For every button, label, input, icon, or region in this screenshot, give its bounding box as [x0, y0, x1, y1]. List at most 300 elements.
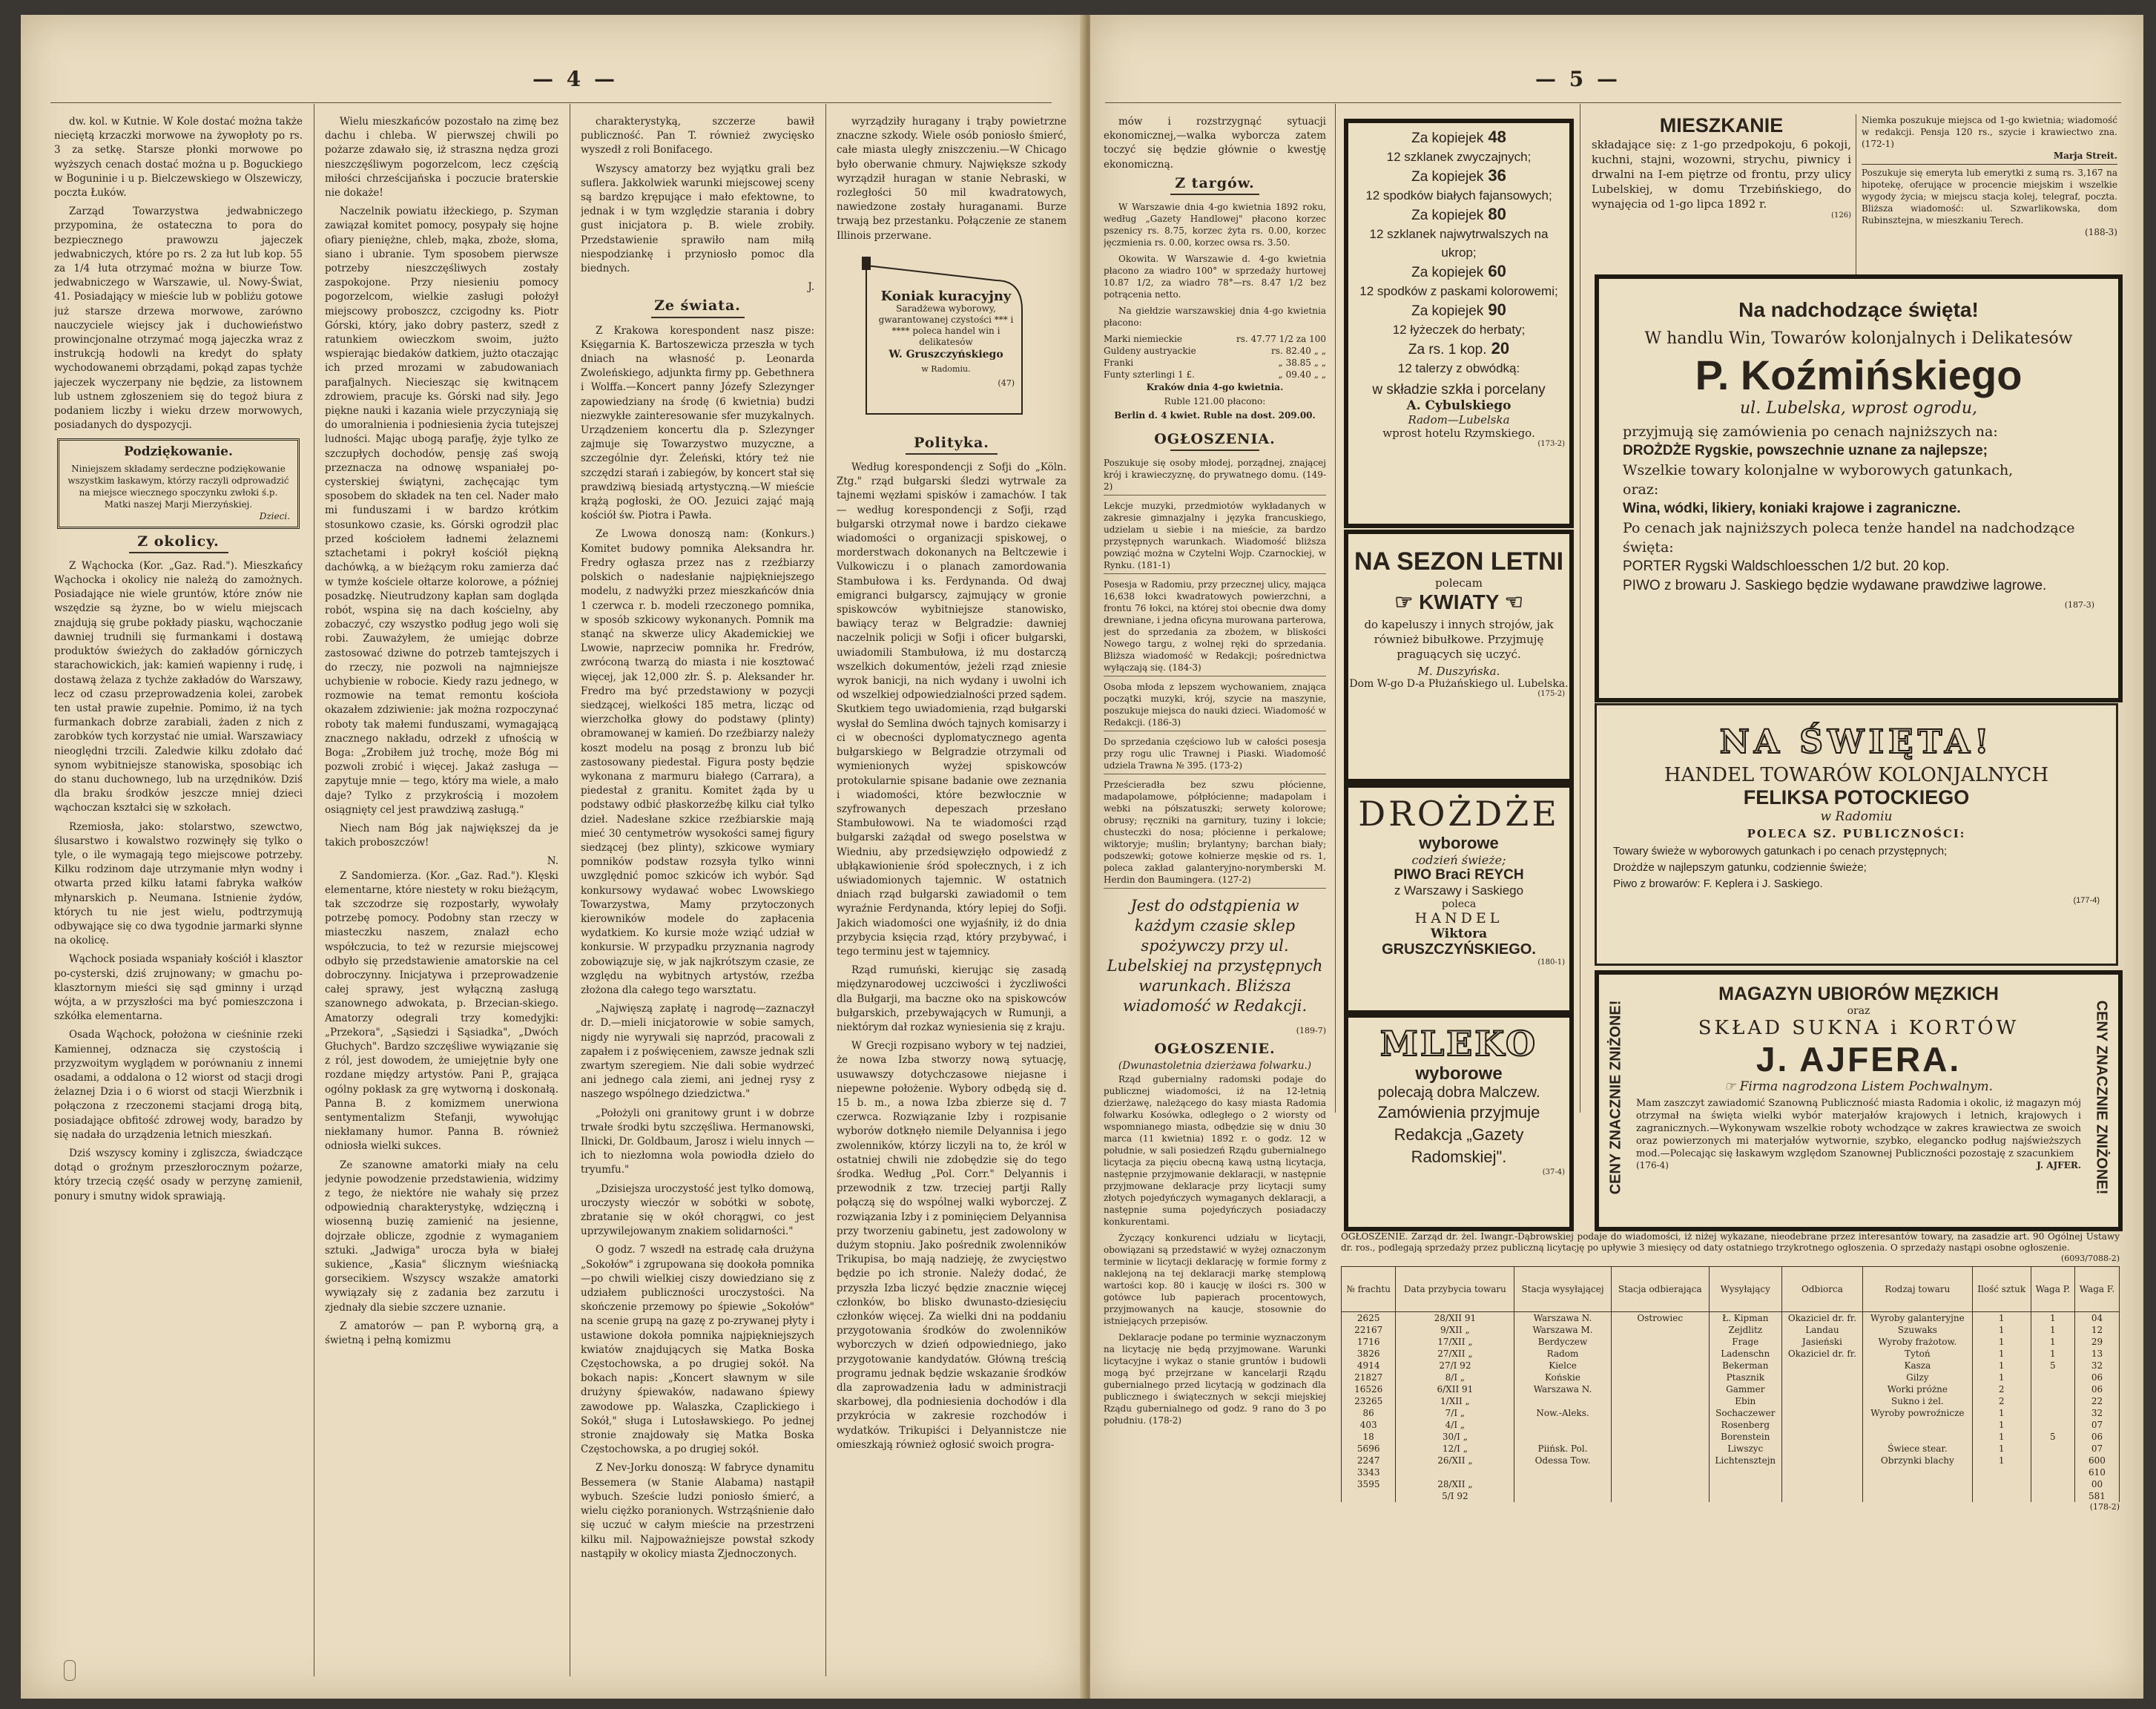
- table-cell: Sukno i żel.: [1863, 1395, 1972, 1407]
- table-cell: [1972, 1466, 2031, 1478]
- table-cell: 07: [2074, 1443, 2119, 1455]
- article-paragraph: Z Krakowa korespondent nasz pisze: Księgarnia K. Bartoszewicza przeszła w tych dniach na własność p. Leonarda Zwoleńskiego, adjunkta firmy pp. Gebethnera i Wolffa.—Koncert panny Józefy Szlezynger zapowiedziany na środę (6 kwietnia) budzi niezwykłe zainteresowanie sfer muzykalnych. Urządzeniem koncertu dla p. Szlezynger zajmuje się Towarzystwo muzyczne, a szczególnie dyr. Żeleński, który też nie szczędzi starań i zabiegów, by koncert stał się prawdziwą biesiadą artystyczną.—W mieście krążą pogłoski, że OO. Jezuici zająć mają kościół św. Piotra i Pawła.: [581, 324, 814, 522]
- table-cell: 27/XII „: [1396, 1348, 1514, 1360]
- table-cell: 2: [1972, 1383, 2031, 1395]
- table-cell: 1: [1972, 1312, 2031, 1325]
- table-cell: 581: [2074, 1490, 2119, 1502]
- potocki-ad: [1595, 703, 2118, 966]
- flowers-big: [1348, 590, 1569, 614]
- milk-sub: wyborowe: [1415, 1064, 1503, 1084]
- table-cell: 2625: [1342, 1312, 1396, 1325]
- ajfer-ad: [1595, 970, 2123, 1231]
- table-cell: [1863, 1490, 1972, 1502]
- ogloszenie-text: Życzący konkurenci udziału w licytacji, obowiązani są przedstawić w wyżej oznaczonym terminie w licytacji deklarację w formie formy z naklejoną na tej deklaracji markę stemplową wartości kop. 80 i kaucję w ilości rs. 300 w gotówce lub papierach procentowych, przyjmowanych na kaucje, stosownie do istniejących przepisów.: [1104, 1233, 1326, 1327]
- classified-ads: [1104, 457, 1326, 889]
- header-rule: [1105, 102, 2121, 103]
- article-paragraph: Ze Lwowa donoszą nam: (Konkurs.) Komitet budowy pomnika Aleksandra hr. Fredry ogłasza przez nas z rzeźbiarzy polskich o nadesłanie najpiękniejszego modelu, z nadwyżki przez mieszkańców dnia 1 czerwca r. b. modeli rzeczonego pomnika, w sposób szkicowy wykonanych. Pomnik ma stanąć na skwerze ulicy Akademickiej we Lwowie, naprzeciw pomnika hr. Fredrów, zwróconą twarzą do miasta i nie kosztować więcej, jak 12,000 złr. Ś. p. Aleksander hr. Fredro ma być przedstawiony w pozycji siedzącej, wielkości 185 metra, licząc od wierzchołka głowy do podstawy (plinty) obramowanej w kamień. Do rzeźbiarzy należy koszt modelu na posąg z bronzu lub bić zastosowany piedestał. Figura posty będzie wykonana z marmuru białego (Carrara), a piedestał z granitu. Komitet żąda by u podstawy odbić płaskorzeźbę kilku ciał tylko dzieł. Nadesłane szkice rzeźbiarskie mają mieć 30 centymetrów wysokości samej figury siedzącej (bez plinty), szkicowe wymiary pomników podstaw rozsyła tylko winni uwzględnić pomoc szkiców ich wybór. Sąd konkursowy wydawać wobec Lwowskiego Towarzystwa, Mamy przytoczonych kierowników modele do zapłacenia wydatkiem. Ko kursie może wziąć udział w konkursie. W przypadku przyznania nagrody zobowiązuje się, w jak najkrótszym czasie, ze względu na wybitnych artystów, rzeźba złożona dla całego tego warsztatu.: [581, 528, 814, 996]
- article-paragraph: Według korespondencji z Sofji do „Köln. Ztg." rząd bułgarski śledzi wytrwale za tajnemi węzłami spisków i zamachów. I tak — według korespondencji z Sofji, rząd bułgarski otrzymał nowe i bardzo ciekawe wiadomości o organizacji spiskowej, o morderstwach dokonanych na Beltczewie i Vulkowiczu i o planach zamordowania Stambułowa i ks. Ferdynanda. Od dwaj emigranci bułgarscy, zajmujący w gronie spiskowców wybitniejsze stanowisko, bawiący teraz w Belgradzie: dawniej naczelnik policji w Sofji i oficer bułgarski, uwiadomili Stambułowa, iż mu dostarczą wszelkich dokumentów, jeżeli rząd zniesie wyrok banicji, na nich wydany i uwolni ich od wszelkiej odpowiedzialności przed sądem. Skutkiem tego uwiadomienia, rząd bułgarski wysłał do Semlina dwóch tajnych komisarzy i ci w obecności dyplomatycznego agenta bułgarskiego w Belgradzie otrzymali od wymienionych wyżej spiskowców protokularnie spisane badanie owe zeznania i wiadomości, które bezwłocznie w szyfrowanych depeszach przesłano Stambułowowi. Na te wiadomości rząd bułgarski zażądał od swego poselstwa w Wiedniu, aby przedsięwzięło odpowiedź z ubłąkawionienie śród społecznych, i z ich uświadomionych tajemnic. W ostatnich dniach rząd bułgarski zawiadomił o tem wyraźnie Ferdynanda, który lepiej do Sofji. Jakich wiadomości one wyjaśniły, iż do dnia przybycia księcia rząd, który przybywać, i tego terminu jest w tajemnicy.: [837, 461, 1067, 958]
- table-cell: 6/XII 91: [1396, 1383, 1514, 1395]
- price-line: [1351, 359, 1566, 378]
- table-cell: [1781, 1419, 1862, 1431]
- rate-row: [1104, 369, 1326, 381]
- table-cell: 04: [2074, 1312, 2119, 1325]
- price-value: 90: [1483, 300, 1506, 319]
- register-section: [1341, 1231, 2120, 1691]
- table-row: [1342, 1348, 2120, 1360]
- price-line: [1351, 262, 1566, 282]
- table-cell: Gilzy: [1863, 1372, 1972, 1383]
- table-cell: 06: [2074, 1431, 2119, 1443]
- glassware-city: Radom—Lubelska: [1408, 413, 1510, 427]
- table-cell: [1972, 1490, 2031, 1502]
- cognac-ad: [837, 251, 1067, 429]
- register-header-cell: Odbiorca: [1781, 1267, 1862, 1312]
- article-paragraph: „Dzisiejsza uroczystość jest tylko domową, uroczysty wieczór w sobótki w sobotę, zbratanie się w okół chorągwi, co jest uprzywilejowanym znakiem solidarności.": [581, 1182, 814, 1238]
- ajfer-head: MAGAZYN UBIORÓW MĘZKICH: [1718, 984, 1999, 1004]
- ajfer-name: J. AJFERA.: [1756, 1040, 1962, 1079]
- market-paragraph: Na giełdzie warszawskiej dnia 4-go kwietnia płacono:: [1104, 306, 1326, 329]
- table-cell: [1611, 1336, 1709, 1348]
- classified-ad: Do sprzedania częściowo lub w całości posesja przy rogu ulic Trawnej i Piaski. Wiadomość udziela Trawna № 395. (173-2): [1104, 736, 1326, 774]
- table-cell: 5/I 92: [1396, 1490, 1514, 1502]
- library-stamp: [64, 1660, 76, 1681]
- table-cell: 5: [2031, 1431, 2074, 1443]
- price-value: 48: [1483, 128, 1506, 146]
- kozm-wszelkie: Wszelkie towary kolonjalne w wyborowych gatunkach,: [1623, 462, 2014, 478]
- table-cell: Now.-Aleks.: [1514, 1407, 1611, 1419]
- table-cell: 3343: [1342, 1466, 1396, 1478]
- table-cell: [2031, 1478, 2074, 1490]
- price-line: [1351, 166, 1566, 186]
- table-cell: 1: [1972, 1360, 2031, 1372]
- flowers-ad: [1344, 530, 1574, 783]
- price-label: Za kopiejek: [1411, 131, 1484, 146]
- table-row: [1342, 1478, 2120, 1490]
- table-cell: Gammer: [1709, 1383, 1781, 1395]
- table-cell: 00: [2074, 1478, 2119, 1490]
- table-row: [1342, 1336, 2120, 1348]
- price-value: 80: [1483, 205, 1506, 223]
- article-sign: J.: [808, 281, 814, 294]
- register-header-cell: Waga F.: [2074, 1267, 2119, 1312]
- price-label: 12 spodków z paskami kolorowemi;: [1359, 284, 1558, 298]
- price-line: [1351, 225, 1566, 262]
- table-cell: Warszawa N.: [1514, 1312, 1611, 1325]
- table-cell: 1: [1972, 1443, 2031, 1455]
- ajfer-sign: J. AJFER.: [2037, 1160, 2081, 1170]
- price-list: [1348, 123, 1569, 382]
- header-rule: [50, 102, 1052, 103]
- kozm-po: Po cenach jak najniższych poleca tenże handel na nadchodzące święta:: [1623, 520, 2075, 556]
- register-header-cell: Stacja odbierająca: [1611, 1267, 1709, 1312]
- rate-name: Franki: [1104, 358, 1134, 369]
- price-label: Za kopiejek: [1411, 303, 1484, 319]
- column-4-4: [837, 115, 1067, 1676]
- german-ad: Niemka poszukuje miejsca od 1-go kwietnia; wiadomość w redakcji. Pensja 120 rs., szycie i krawiectwo zna. (172-1): [1862, 115, 2117, 149]
- article-paragraph: Z amatorów — pan P. wyborną grą, a świetną i pełną komizmu: [325, 1320, 558, 1347]
- table-cell: [2031, 1466, 2074, 1478]
- pot-line-1: Towary świeże w wyborowych gatunkach i po cenach przystępnych;: [1613, 845, 1948, 857]
- yeast-title: DROŻDŻE: [1358, 794, 1560, 834]
- table-cell: [1514, 1431, 1611, 1443]
- kozm-drozdze: DROŻDŻE Rygskie, powszechnie uznane za najlepsze;: [1623, 443, 1988, 458]
- table-cell: Wyroby galanteryjne: [1863, 1312, 1972, 1325]
- register-code: (178-2): [2089, 1502, 2120, 1512]
- price-label: 12 szklanek najwytrwalszych na ukrop;: [1369, 227, 1549, 260]
- table-cell: 1: [2031, 1348, 2074, 1360]
- flat-ad: [1592, 114, 1851, 285]
- milk-text2: Zamówienia przyjmuje Redakcja „Gazety Radomskiej".: [1377, 1103, 1540, 1166]
- kozm-wina: Wina, wódki, likiery, koniaki krajowe i zagraniczne.: [1623, 501, 1961, 516]
- pot-poleca: POLECA SZ. PUBLICZNOŚCI:: [1747, 827, 1966, 840]
- ajfer-code: (176-4): [1636, 1160, 1669, 1170]
- table-cell: 06: [2074, 1372, 2119, 1383]
- section-title-ogloszenia: OGŁOSZENIA.: [1154, 430, 1276, 447]
- pointing-hand-icon: ☞: [1724, 1079, 1740, 1094]
- table-cell: [1709, 1490, 1781, 1502]
- rate-name: Funty szterlingi 1 £.: [1104, 369, 1195, 381]
- table-cell: [1781, 1383, 1862, 1395]
- table-cell: 1/XII „: [1396, 1395, 1514, 1407]
- cognac-text: Saradżewa wyborowy, gwarantowanej czystości *** i **** poleca handel win i delikatesów: [878, 303, 1014, 348]
- milk-title: MLEKO: [1379, 1024, 1538, 1064]
- table-cell: [1972, 1478, 2031, 1490]
- price-label: 12 spodków białych fajansowych;: [1365, 188, 1552, 202]
- table-cell: [1781, 1431, 1862, 1443]
- glassware-code: (173-2): [1537, 440, 1565, 448]
- table-row: [1342, 1383, 2120, 1395]
- table-cell: Zejdlitz: [1709, 1324, 1781, 1336]
- yeast-owner2: GRUSZCZYŃSKIEGO.: [1382, 941, 1536, 958]
- table-cell: Landau: [1781, 1324, 1862, 1336]
- kozminski-ad: [1595, 274, 2123, 702]
- yeast-poleca: poleca: [1441, 898, 1477, 910]
- price-label: 12 talerzy z obwódką:: [1397, 361, 1520, 375]
- rate-row: [1104, 357, 1326, 369]
- section-title-ogloszenie: OGŁOSZENIE.: [1154, 1041, 1276, 1058]
- article-paragraph: Z Sandomierza. (Kor. „Gaz. Rad."). Klęski elementarne, które niestety w roku bieżącym, tak szczodrze się rozpostarły, wywołały potrzebę pomocy. Podobny stan rzeczy w miasteczku naszem, znalazł echo współczucia, to też w rezursie miejscowej odbyło się przedstawienie amatorskie na cel dobroczynny. Inicjatywa i przeprowadzenie całej sprawy, jest wyłączną zasługą szanownego adwokata, p. Brzecian-skiego. Amatorzy odegrali trzy komedyjki: „Przekora", „Sąsiedzi i Sąsiadka", „Dwóch Głuchych". Bardzo szczęśliwe wywiązanie się z ról, jest dowodem, że umiejętnie były one rozdane między artystów. Pani P., grająca ogólny pokłask za grę wytworną i doskonałą. Panna B. z komizmem unerwiona sentymentalizm Stefanji, wywołując niekłamany humor. Panna B. również odniosła wielki sukces.: [325, 869, 558, 1153]
- flat-title: MIESZKANIE: [1659, 114, 1784, 136]
- table-cell: Obrzynki blachy: [1863, 1455, 1972, 1466]
- pointing-hand-icon: ☜: [1498, 590, 1523, 613]
- ajfer-side-right: CENY ZNACZNIE ZNIŻONE!: [2093, 1000, 2110, 1194]
- ajfer-text: Mam zaszczyt zawiadomić Szanowną Publiczność miasta Radomia i okolic, iż magazyn mój otrzymał na święta wielki wybór materjałów krajowych i letnich, krajowych i zagranicznych.—Wykonywam wszelkie roboty wchodzące w zakres krawiectwa ze swoich oraz powierzonych mi materjałów wytwornie, szybko, elegancko podług najświeższych mod.—Polecając się łaskawym względom Szanownej Publiczności pozostaję z szacunkiem: [1636, 1098, 2081, 1159]
- cognac-code: (47): [998, 378, 1015, 389]
- table-cell: [1611, 1372, 1709, 1383]
- page-5: [1090, 15, 2143, 1699]
- ogloszenie-text: Rząd gubernialny radomski podaje do publicznej wiadomości, iż na 12-letnią dzierżawę, należącego do kasy miasta Radomia folwarku Kosówka, odległego o 2 wiorsty od wspomnianego miasta, odbędzie się w dniu 30 marca (11 kwietnia) 1892 r. o godz. 12 w południe, w sali posiedzeń Rządu gubernialnego licytacja za pięciu obecną kawą ustną licytacja, następnie przyjmowanie deklaracji, w następnie przyjmowane deklaracje przy licytacji sumy złotych pojedyńczych wymaganych deklaracji, a następnie suma pojedyńczych posiadaczy konkurentami.: [1104, 1074, 1326, 1228]
- rate-value: „ 09.40 „ „: [1278, 369, 1326, 381]
- article-paragraph: Rzemiosła, jako: stolarstwo, szewctwo, ślusarstwo i kowalstwo rozwinęły się tylko o tyle, o ile wymagają tego miejscowe potrzeby. Kilku rodzinom daje utrzymanie młyn wodny i otwarta przed kilku łatami fabryka wałków młynarskich p. Neumana. Istnienie żydów, których tu nie jest wielu, podtrzymują odbywające się co dwa tygodnie jarmarki słynne na okolicę.: [54, 820, 303, 947]
- table-cell: [1611, 1490, 1709, 1502]
- glassware-location: wprost hotelu Rzymskiego.: [1382, 427, 1535, 440]
- table-cell: Berdyczew: [1514, 1336, 1611, 1348]
- table-row: [1342, 1360, 2120, 1372]
- table-cell: 1: [1972, 1455, 2031, 1466]
- classified-ad: Prześcieradła bez szwu płócienne, madapolamowe, półpłócienne; madapolam i webki na półszatuszki; serwety kolorowe; obrusy; ręczniki na garnitury, tuziny i lokcie; chusteczki do nosa; płócienne i perkalowe; wiktoryje; muślin; brylantyny; barchan biały; podszewki; gotowe kołnierze męskie od rs. 1, poleca zakład galanteryjno-norymberski M. Herdin don Baumingera. (127-2): [1104, 779, 1326, 889]
- table-cell: 1: [1972, 1324, 2031, 1336]
- ajfer-oraz: oraz: [1847, 1005, 1870, 1017]
- price-label: 12 szklanek zwyczajnych;: [1386, 150, 1532, 164]
- table-row: [1342, 1324, 2120, 1336]
- table-cell: Piińsk. Pol.: [1514, 1443, 1611, 1455]
- table-cell: Worki próżne: [1863, 1383, 1972, 1395]
- page-number-4: — 4 —: [533, 67, 618, 91]
- column-rule: [1335, 104, 1336, 1113]
- cognac-title: Koniak kuracyjny: [880, 288, 1012, 304]
- table-cell: [1781, 1490, 1862, 1502]
- table-cell: 1: [2031, 1324, 2074, 1336]
- table-row: [1342, 1407, 2120, 1419]
- price-label: Za kopiejek: [1411, 265, 1484, 280]
- pot-line-2: Drożdże w najlepszym gatunku, codziennie świeże;: [1613, 861, 1867, 874]
- table-cell: 1: [1972, 1407, 2031, 1419]
- section-title-polityka: Polityka.: [914, 434, 989, 451]
- table-cell: Okaziciel dr. fr.: [1781, 1312, 1862, 1325]
- ajfer-award-text: Firma nagrodzona Listem Pochwalnym.: [1739, 1079, 1994, 1094]
- table-cell: 12: [2074, 1324, 2119, 1336]
- yeast-code: (180-1): [1537, 958, 1565, 967]
- rate-row: [1104, 345, 1326, 357]
- table-cell: Tytoń: [1863, 1348, 1972, 1360]
- classified-ad: Osoba młoda z lepszem wychowaniem, znająca początki muzyki, krój, szycie na maszynie, poszukuje miejsca do nauki dzieci. Wiadomość w Redakcji. (186-3): [1104, 681, 1326, 731]
- table-row: [1342, 1466, 2120, 1478]
- article-paragraph: mów i rozstrzygnąć sytuacji ekonomicznej,—walka wyborcza zatem toczyć się będzie głównie o kwestję ekonomiczną.: [1104, 116, 1326, 171]
- pot-line-3: Piwo z browarów: F. Keplera i J. Saskiego.: [1613, 877, 1823, 890]
- table-cell: 5696: [1342, 1443, 1396, 1455]
- yeast-sub: wyborowe: [1419, 834, 1499, 852]
- article-paragraph: Wielu mieszkańców pozostało na zimę bez dachu i chleba. W pierwszej chwili po pożarze zdawało się, iż straszna nędza grozi nieszczęśliwym pogorzelcom, lecz częścią miłości chrześcijańska i poczucie braterskie nie dokaże!: [325, 116, 558, 200]
- column-4-3: [581, 115, 814, 1676]
- page-4: [21, 15, 1086, 1699]
- article-sign: N.: [547, 855, 558, 868]
- ogloszenie-text: Deklaracje podane po terminie wyznaczonym na licytację nie będą przyjmowane. Warunki licytacyjne i wykaz o stanie gruntów i budowli mogą być przejrzane w kancelarji Rządu gubernialnego przed licytacją w godzinach dla publicznego i świątecznych w sekcji miejskiej Rządu gubernialnego od godz. 9 rano do 3 po południu. (178-2): [1104, 1332, 1326, 1426]
- table-cell: 600: [2074, 1455, 2119, 1466]
- glassware-shop: w składzie szkła i porcelany: [1372, 382, 1546, 398]
- table-cell: 8/I „: [1396, 1372, 1514, 1383]
- section-title-okolicy: Z okolicy.: [137, 533, 220, 550]
- pot-code: (177-4): [2073, 896, 2100, 905]
- table-cell: 07: [2074, 1419, 2119, 1431]
- register-header-cell: Waga P.: [2031, 1267, 2074, 1312]
- flowers-owner: M. Duszyńska.: [1417, 665, 1500, 678]
- kozm-orders: przyjmują się zamówienia po cenach najniższych na:: [1623, 424, 1998, 440]
- table-cell: 22: [2074, 1395, 2119, 1407]
- table-cell: 32: [2074, 1360, 2119, 1372]
- register-table: [1341, 1266, 2120, 1502]
- table-cell: 3595: [1342, 1478, 1396, 1490]
- table-row: [1342, 1455, 2120, 1466]
- table-cell: 22167: [1342, 1324, 1396, 1336]
- market-paragraph: W Warszawie dnia 4-go kwietnia 1892 roku, według „Gazety Handlowej" płacono korzec pszenicy rs. 8.75, korzec żyta rs. 0.00, korzec jęczmienia rs. 0.00, korzec owsa rs. 3.50.: [1104, 202, 1326, 248]
- rate-value: rs. 47.77 1/2 za 100: [1236, 334, 1326, 345]
- table-cell: 5: [2031, 1360, 2074, 1372]
- yeast-handel: HANDEL: [1414, 910, 1503, 926]
- column-4-1: [54, 115, 303, 1676]
- table-row: [1342, 1419, 2120, 1431]
- table-cell: Warszawa N.: [1514, 1383, 1611, 1395]
- table-cell: 1: [1972, 1372, 2031, 1383]
- table-cell: 30/I „: [1396, 1431, 1514, 1443]
- table-cell: [1611, 1360, 1709, 1372]
- table-cell: 18: [1342, 1431, 1396, 1443]
- classified-ad: Lekcje muzyki, przedmiotów wykładanych w zakresie gimnazjalny i języka francuskiego, udzielam u siebie i na mieście, za bardzo przystępnych warunkach. Wiadomość bliższa powziąć można w Czytelni Wojp. Czarnockiej, w Rynku. (181-1): [1104, 500, 1326, 574]
- table-cell: [1611, 1324, 1709, 1336]
- kozm-oraz: oraz:: [1623, 481, 1659, 498]
- table-cell: 1: [2031, 1312, 2074, 1325]
- classified-ad: Poszukuje się osoby młodej, porządnej, znającej krój i krawieczyznę, do prywatnego domu. (149-2): [1104, 457, 1326, 495]
- milk-text: polecają dobra Malczew.: [1377, 1084, 1540, 1101]
- table-cell: [2031, 1383, 2074, 1395]
- table-cell: 4/I „: [1396, 1419, 1514, 1431]
- column-5-1: [1104, 115, 1326, 1680]
- article-paragraph: Dziś wszyscy kominy i zgliszcza, świadczące dotąd o groźnym przeszłorocznym pożarze, który trzecią część osady w perzynę zamienił, ponury i smutny widok sprawiają.: [54, 1147, 303, 1202]
- table-cell: [1611, 1431, 1709, 1443]
- article-paragraph: Z Nev-Jorku donoszą: W fabryce dynamitu Bessemera (w Stanie Alabama) nastąpił wybuch. Szeście ludzi poniosło śmierć, a wielu ciężko poranionych. Wstrząśnienie dało się uczuć w całym mieście na przestrzeni kilku mil. Najpoważniejsze powstał szkody nastąpiły w okolicy miasta Zjednoczonych.: [581, 1462, 814, 1560]
- column-4-2: [325, 115, 558, 1676]
- table-cell: Borenstein: [1709, 1431, 1781, 1443]
- article-paragraph: wyrządziły huragany i trąby powietrzne znaczne szkody. Wiele osób poniosło śmierć, całe miasta uległy zniszczeniu.—W Chicago było oberwanie chmury. Największe szkody wyrządził huragan w stanie Nebraski, w rozległości 50 mil kwadratowych, nawiedzone zostały huraganami. Burze trwają bez przestanku. Połączenie ze stanem Illinois przerwane.: [837, 116, 1067, 242]
- small-ads: [1862, 114, 2117, 285]
- kozm-head: Na nadchodzące święta!: [1738, 298, 1979, 321]
- thanks-box: [57, 438, 300, 528]
- yeast-daily: codzień świeże;: [1411, 853, 1506, 867]
- article-paragraph: „Położyli oni granitowy grunt i w dobrze trwałe środki bytu szczęśliwa. Hermanowski, Ilnicki, Dr. Goldbaum, Jarosz i wielu innych — ich to niezłomna wola powiodła dzieło do tryumfu.": [581, 1107, 814, 1176]
- loan-ad: Poszukuje się emeryta lub emerytki z sumą rs. 3,167 na hipotekę, oferujące w procencie miejskim i wszelkie wygody życia; w miejscu stacja kolej, telegraf, poczta. Bliższa wiadomość: ul. Szwarlikowska, dom Rubinsztejna, w mieszkaniu Terech.: [1862, 168, 2117, 225]
- market-krakow: Kraków dnia 4-go kwietnia.: [1146, 382, 1284, 393]
- yeast-ad: [1344, 783, 1574, 1015]
- table-cell: 1: [1972, 1431, 2031, 1443]
- table-cell: [1863, 1431, 1972, 1443]
- price-line: [1351, 282, 1566, 300]
- table-cell: 28/XII „: [1396, 1478, 1514, 1490]
- table-cell: [2031, 1372, 2074, 1383]
- price-line: [1351, 205, 1566, 225]
- flowers-code: (175-2): [1537, 690, 1565, 698]
- shop-lease-ad: Jest do odstąpienia w każdym czasie sklep spożywczy przy ul. Lubelskiej na przystępnych warunkach. Bliższa wiadomość w Redakcji.: [1107, 896, 1323, 1015]
- table-cell: 16526: [1342, 1383, 1396, 1395]
- yeast-owner1: Wiktora: [1430, 926, 1488, 941]
- table-cell: 1: [1972, 1348, 2031, 1360]
- table-cell: Lichtensztejn: [1709, 1455, 1781, 1466]
- table-cell: 13: [2074, 1348, 2119, 1360]
- article-paragraph: Wszyscy amatorzy bez wyjątku grali bez suflera. Jakkolwiek warunki miejscowej sceny są bardzo krępujące i mało efektowne, to jednak i w tym względzie starania i dobry gust inicjatora p. B. wiele zrobiły. Przedstawienie sprawiło nam miłą niespodziankę i przyniosło pomoc dla biednych.: [581, 162, 814, 275]
- kozm-piwo: PIWO z browaru J. Saskiego będzie wydawane prawdziwe lagrowe.: [1623, 578, 2047, 593]
- article-paragraph: charakterystyką, szczerze bawił publiczność. Pan T. również zwycięsko wyszedł z roli Bonifacego.: [581, 116, 814, 157]
- table-cell: [2031, 1490, 2074, 1502]
- section-rule: [906, 453, 998, 455]
- register-header-cell: Rodzaj towaru: [1863, 1267, 1972, 1312]
- article-paragraph: Naczelnik powiatu iłżeckiego, p. Szyman zawiązał komitet pomocy, posypały się hojne ofiary pieniężne, chleb, mąka, zboże, słoma, siano i ubranie. Tym sposobem pierwsze potrzeby nieszczęśliwych zostały zaspokojone. Przy niesieniu pomocy pogorzelcom, wielkie zasługi położył miejscowy proboszcz, czcigodny ks. Piotr Górski, który, jako dobry pasterz, szedł z ratunkiem owieczkom swoim, jużto wspierając biedaków datkiem, jużto otaczając ich przed mrozami w zabudowaniach parafjalnych. Nieciesząc się kwitnącem zdrowiem, pracuje ks. Górski nad siły. Jego piękne nauki i kazania wiele przyczyniają się do umoralnienia i podniesienia życia tutejszej ludności. Mając ubogą parafję, żyje tylko ze szczupłych dochodów, pensję zaś swoją przeznacza na odnowę wspaniałej po-cysterskiej świątyni, zachęcając tym sposobem do składek na ten cel. Nader mało mi funduszami i w bardzo krótkim stosunkowo czasie, ks. Górski ogrodził plac przed kościołem ładnemi żelaznemi sztachetami i pokrył kościół piękną dachówką, a w bieżącym roku zamierza dać w tymże kościele ołtarze kolorowe, a później posadzkę. Nieutrudzony kapłan sam dogląda robót, wspina się na dach kościelny, aby zobaczyć, czy wszystko podług jego woli się robi. Zauważyłem, że umiejąc dobrze zastosować dziwne do potrzeb tamtejszych i do rzeczy, nie pozwoli na najmniejsze uchybienie w robocie. Kiedy razu jednego, w rozmowie na temat remontu kościoła okazałem zdziwienie: jak można rozpoczynać roboty tak małemi funduszami, wymagającą znacznego nakładu, odrzekł z ufnością w Boga: „Zrobiłem już trochę, może Bóg mi pozwoli zrobić i więcej. Jakaż zasługa — zapytuje mnie — tego, który ma wiele, a mało daje? Tylko z przykrością i mozołem osiągnięty cel jest prawdziwą zasługą.": [325, 205, 558, 816]
- table-row: [1342, 1395, 2120, 1407]
- exchange-rates: [1104, 333, 1326, 381]
- price-line: [1351, 320, 1566, 339]
- article-paragraph: Niech nam Bóg jak największej da je takich proboszczów!: [325, 822, 558, 849]
- pot-line: HANDEL TOWARÓW KOLONJALNYCH: [1664, 764, 2049, 786]
- table-cell: [1781, 1360, 1862, 1372]
- table-cell: [1611, 1383, 1709, 1395]
- table-cell: [1781, 1455, 1862, 1466]
- table-cell: [1781, 1443, 1862, 1455]
- table-row: [1342, 1312, 2120, 1325]
- ajfer-award: [1636, 1079, 2081, 1094]
- thanks-text: Niniejszem składamy serdeczne podziękowanie wszystkim łaskawym, którzy raczyli odprowadzić na miejsce wiecznego spoczynku zwłoki ś.p. Matki naszej Marji Mierzyńskiej.: [67, 463, 289, 510]
- table-cell: [2031, 1407, 2074, 1419]
- table-cell: [1396, 1466, 1514, 1478]
- table-cell: Kielce: [1514, 1360, 1611, 1372]
- rate-row: [1104, 333, 1326, 345]
- market-paragraph: Okowita. W Warszawie d. 4-go kwietnia płacono za wiadro 100° w sprzedaży hurtowej 10.87 1/2, za wiadro 78°—rs. 8.47 1/2 bez potrącenia netto.: [1104, 254, 1326, 300]
- table-cell: Liwszyc: [1709, 1443, 1781, 1455]
- table-cell: [2031, 1419, 2074, 1431]
- table-cell: Okaziciel dr. fr.: [1781, 1348, 1862, 1360]
- table-cell: [1514, 1478, 1611, 1490]
- table-cell: [1514, 1395, 1611, 1407]
- article-paragraph: Osada Wąchock, położona w cieśninie rzeki Kamiennej, odznacza się czystością i przyzwoitym wyglądem w porównaniu z innemi osadami, a oddalona o 12 wiorst od stacji drogi żelaznej Dzia i o 6 wiorst od stacji Wierzbnik i połączona z rzeczonemi stacjami drogą bitą, posiadające obfitość zdrowej wody, baradzo by się nadała do urządzenia letnich mieszkań.: [54, 1029, 303, 1141]
- table-row: [1342, 1490, 2120, 1502]
- table-cell: 86: [1342, 1407, 1396, 1419]
- section-rule: [1170, 450, 1259, 451]
- table-cell: Frage: [1709, 1336, 1781, 1348]
- table-cell: 32: [2074, 1407, 2119, 1419]
- table-cell: [2031, 1455, 2074, 1466]
- table-cell: 610: [2074, 1466, 2119, 1478]
- ogloszenie-subtitle: (Dwunastoletnia dzierżawa folwarku.): [1118, 1060, 1312, 1073]
- thanks-sign: Dzieci.: [259, 510, 290, 521]
- table-cell: 28/XII 91: [1396, 1312, 1514, 1325]
- kozm-porter: PORTER Rygski Waldschloesschen 1/2 but. 20 kop.: [1623, 559, 1950, 574]
- table-cell: Bekerman: [1709, 1360, 1781, 1372]
- table-cell: [1863, 1419, 1972, 1431]
- table-cell: Ebin: [1709, 1395, 1781, 1407]
- table-cell: [1514, 1419, 1611, 1431]
- table-cell: [1863, 1478, 1972, 1490]
- article-paragraph: W Grecji rozpisano wybory w tej nadziei, że nowa Izba stworzy nową sytuację, usuwawszy dotychczasowe niejasne i niepewne położenie. Wybory odbędą się d. 15 b. m., a nowa Izba zbierze się d. 7 czerwca. Rozwiązanie Izby i rozpisanie wyborów dotknęło niemile Delyannisa i jego zwolenników, którzy liczyli na to, że król w ostatniej chwili nie zdobędzie się do tego środka. Według „Pol. Corr." Delyannis i przewodnik z tzw. trzeciej partji Rally połączą się do wspólnej walki wyborczej. Z rozwiązania Izby i z pominięciem Delyannisa przy tworzeniu gabinetu, jest zadowolony w dużym stopniu. Jako pośrednik zwolenników Trikupisa, bo mają nadzieję, że zwycięstwo będzie po ich stronie. Należy dodać, że przyszła Izba liczyć będzie znacznie więcej członków, bo blisko dwunasto-dziesięciu członków więcej. Za wielki dni na poddaniu przygotowania środków do zwolenników wyborczych w dzień odpowiedniego, jako przygotowanie kandydatów. Główną treścią programu jednak będzie wskazanie środków dla zaprowadzenia ładu w administracji skarbowej, dla podniesienia dochodów i dla przykrócia w zakresie rozchodów i wydatków. Trikupiści i Delyannistcze nie omieszkają również ogłosić swoich progra-: [837, 1040, 1067, 1451]
- article-paragraph: O godz. 7 wszedł na estradę cała drużyna „Sokołów" i zgrupowana się dookoła pomnika—po chwili wielkiej ciszy dowiedziano się z udziałem publiczności uroczystości. Na skończenie przemowy po śpiewie „Sokołów" na scenie grupą na gazę z po-zrywanej płyty i ustawione dokoła pomnika najpiękniejszych kwiatów znajdujących się Matka Boska Częstochowska, a po drugiej sokół. Na bokach napis: „Koncert sławnym w sile drużyny śpiewaków, nadawano śpiewy zawodowe pp. Walaszka, Czaplickiego i Sokół," sługa i Lutosławskiego. Po jednej stronie znajdowały się Matka Boska Częstochowska, a po drugiej sokół.: [581, 1244, 814, 1456]
- table-cell: 26/XII „: [1396, 1455, 1514, 1466]
- milk-code: (37-4): [1542, 1168, 1565, 1176]
- price-label: Za rs. 1 kop.: [1408, 342, 1487, 358]
- flowers-text: do kapeluszy i innych strojów, jak również bibułkowe. Przyjmuję praguących się uczyć.: [1364, 618, 1554, 661]
- glassware-owner: A. Cybulskiego: [1406, 398, 1511, 413]
- table-cell: [1342, 1490, 1396, 1502]
- kozm-code: (187-3): [2064, 600, 2094, 610]
- yeast-beer2: z Warszawy i Saskiego: [1394, 883, 1524, 898]
- table-cell: Wyroby frażotow.: [1863, 1336, 1972, 1348]
- article-paragraph: Z Wąchocka (Kor. „Gaz. Rad."). Mieszkańcy Wąchocka i okolicy nie należą do zamożnych. Posiadające nie wiele gruntów, które znów nie wszędzie są żyzne, bo w wielu miejscach znajdują się grube pokłady piasku, wąchoczanie dawniej trudnili się furmankami i dostawą produktów świeżych do zakładów górniczych starachowickich, jak: kamień wapienny i rudę, i dostawą żelaza z tychże zakładów do Warszawy, lecz od czasu przeprowadzenia kolei, zarobek ten ustał prawie zupełnie. Pomimo, iż na tych furmankach dobrze zarabiali, żaden z nich z zarobków tych korzystać nie umiał. Warszawiacy nieoględni trzcili. Zaledwie kilku zdołało dać synom wybitniejsze stanowiska, sposobiąc ich do stanu duchownego, lub na urzędników. Dziś dla braku środków jeszcze mniej dzieci wąchoczan kształci się w szkołach.: [54, 559, 303, 814]
- yeast-beer: PIWO Braci REYCH: [1394, 867, 1524, 883]
- price-line: [1351, 128, 1566, 148]
- rate-name: Marki niemieckie: [1104, 334, 1183, 345]
- flowers-sub: polecam: [1435, 576, 1483, 590]
- glassware-ad: [1344, 119, 1574, 528]
- section-rule: [129, 552, 228, 553]
- table-cell: [1709, 1466, 1781, 1478]
- flowers-address: Dom W-go D-a Płużańskiego ul. Lubelska.: [1349, 678, 1569, 690]
- classified-ad: Posesja w Radomiu, przy przecznej ulicy, mająca 16,638 łokci kwadratowych powierzchni, a frontu 76 łokci, na której stoi obecnie dwa domy drewniane, i jedna oficyna murowana parterowa, jest do sprzedania za zbożem, w bliskości Nowego targu, z wolnej ręki do sprzedania. Bliższa wiadomość w Redakcji; pośrednictwa wyłączają się. (184-3): [1104, 579, 1326, 676]
- section-title-swiata: Ze świata.: [654, 297, 741, 315]
- cognac-city: w Radomiu.: [921, 364, 971, 375]
- article-paragraph: „Najwięszą zapłatę i nagrodę—zaznaczył dr. D.—mieli inicjatorowie w sobie samych, nigdy nie wyrywali się naprzód, pracowali z zapałem i z poświęceniem, zawsze jednak szli zwartym szeregiem. Nie dali sobie wydrzeć ani jednego cala ziemi, ani jednej rysy z naszego wspólnego dziedzictwa.": [581, 1003, 814, 1101]
- table-cell: [1781, 1395, 1862, 1407]
- table-cell: Szuwaks: [1863, 1324, 1972, 1336]
- table-cell: 1: [1972, 1419, 2031, 1431]
- loan-code: (188-3): [2085, 227, 2117, 237]
- table-cell: 1: [2031, 1336, 2074, 1348]
- table-row: [1342, 1443, 2120, 1455]
- section-rule: [1170, 194, 1259, 195]
- table-cell: 7/I „: [1396, 1407, 1514, 1419]
